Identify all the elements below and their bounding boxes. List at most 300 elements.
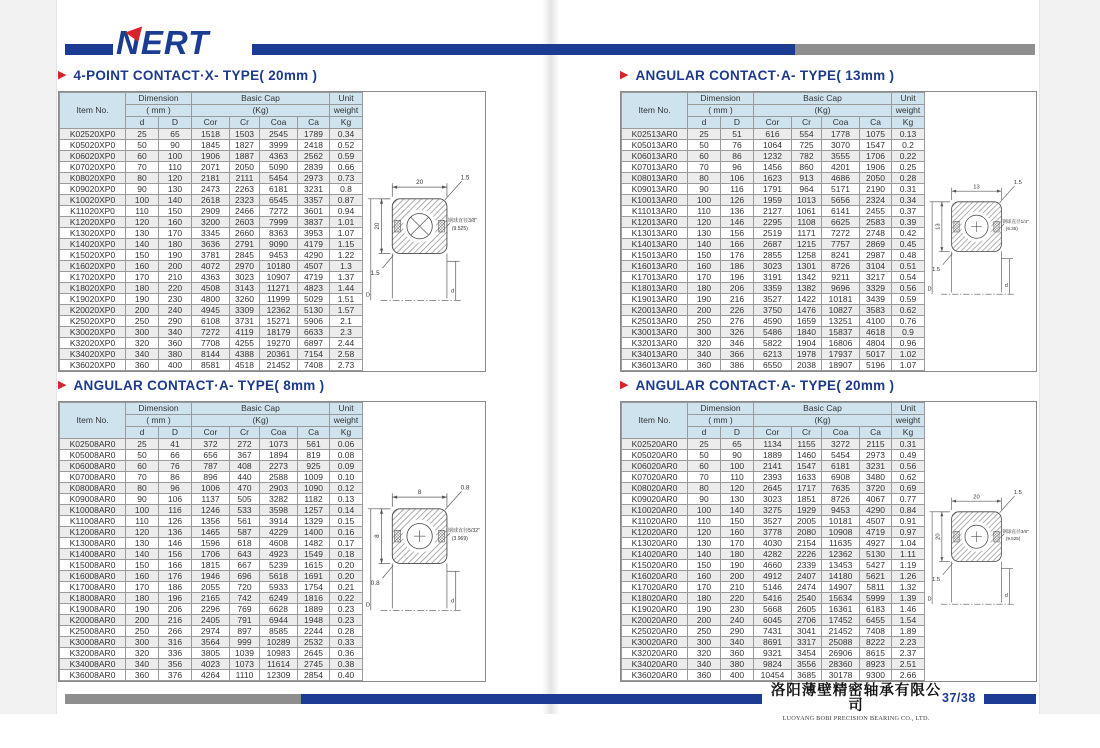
value-cell: 2855 [754, 250, 792, 261]
col-header-cor: Cor [754, 117, 792, 129]
table-row [622, 327, 925, 338]
value-cell: 0.17 [330, 538, 363, 549]
value-cell: 1342 [792, 272, 822, 283]
table-row [60, 316, 363, 327]
value-cell: 643 [230, 549, 260, 560]
value-cell: 2854 [298, 670, 330, 681]
value-cell: 200 [126, 615, 159, 626]
value-cell: 5090 [260, 162, 298, 173]
value-cell: 1691 [298, 571, 330, 582]
value-cell: 300 [688, 327, 721, 338]
ball-diameter-note-mm: (3.969) [451, 536, 468, 543]
value-cell: 21452 [260, 360, 298, 371]
diagram-chamfer-bottom-label: 1.5 [370, 269, 380, 277]
value-cell: 20361 [260, 349, 298, 360]
table-row [60, 637, 363, 648]
value-cell: 1.44 [330, 283, 363, 294]
value-cell: 200 [721, 571, 754, 582]
value-cell: 0.18 [330, 549, 363, 560]
value-cell: 3260 [230, 294, 260, 305]
value-cell: 116 [721, 184, 754, 195]
col-header-coa: Coa [260, 117, 298, 129]
item-no-cell: K11008AR0 [60, 516, 126, 527]
outer-diameter-label: D [927, 286, 932, 293]
value-cell: 17452 [822, 615, 860, 626]
section-slot-top-right [620, 64, 1037, 372]
value-cell: 618 [230, 538, 260, 549]
bearing-cross-section-diagram [363, 132, 485, 332]
value-cell: 2263 [230, 184, 260, 195]
value-cell: 2244 [298, 626, 330, 637]
table-row [60, 549, 363, 560]
value-cell: 1.32 [892, 582, 925, 593]
item-no-cell: K07020XP0 [60, 162, 126, 173]
section-title [620, 374, 1037, 396]
value-cell: 1929 [792, 505, 822, 516]
bearing-spec-table [59, 402, 363, 681]
col-header-weight: weight [892, 105, 925, 117]
value-cell: 146 [159, 538, 192, 549]
value-cell: 186 [721, 261, 754, 272]
value-cell: 5999 [860, 593, 892, 604]
item-no-cell: K13020AR0 [622, 538, 688, 549]
value-cell: 0.38 [330, 659, 363, 670]
table-row [622, 217, 925, 228]
bore-diameter-label: d [450, 288, 455, 295]
value-cell: 0.56 [892, 461, 925, 472]
table-row [60, 670, 363, 681]
col-header-d: d [126, 427, 159, 439]
value-cell: 90 [688, 184, 721, 195]
value-cell: 210 [721, 582, 754, 593]
item-no-cell: K06020XP0 [60, 151, 126, 162]
value-cell: 0.36 [330, 648, 363, 659]
value-cell: 4282 [754, 549, 792, 560]
table-header [622, 403, 925, 439]
value-cell: 3556 [792, 659, 822, 670]
value-cell: 320 [126, 338, 159, 349]
value-cell: 6908 [822, 472, 860, 483]
value-cell: 720 [230, 582, 260, 593]
value-cell: 196 [721, 272, 754, 283]
diagram-width-label: 13 [973, 184, 980, 191]
item-no-cell: K17020AR0 [622, 582, 688, 593]
table-row [622, 604, 925, 615]
value-cell: 166 [159, 560, 192, 571]
col-header-cor: Cor [754, 427, 792, 439]
value-cell: 4508 [192, 283, 230, 294]
col-header-kg-unit: (Kg) [192, 415, 330, 427]
col-header-D: D [721, 117, 754, 129]
value-cell: 90 [126, 494, 159, 505]
value-cell: 4264 [192, 670, 230, 681]
value-cell: 3200 [192, 217, 230, 228]
item-no-cell: K08013AR0 [622, 173, 688, 184]
value-cell: 3583 [860, 305, 892, 316]
table-row [60, 659, 363, 670]
value-cell: 8585 [260, 626, 298, 637]
value-cell: 5130 [298, 305, 330, 316]
value-cell: 8581 [192, 360, 230, 371]
item-no-cell: K36013AR0 [622, 360, 688, 371]
value-cell: 1110 [230, 670, 260, 681]
value-cell: 4119 [230, 327, 260, 338]
value-cell: 340 [126, 349, 159, 360]
table-row [60, 604, 363, 615]
value-cell: 8615 [860, 648, 892, 659]
col-header-kg: Kg [330, 117, 363, 129]
value-cell: 8923 [860, 659, 892, 670]
bearing-spec-table [621, 92, 925, 371]
value-cell: 0.62 [892, 472, 925, 483]
value-cell: 60 [688, 461, 721, 472]
value-cell: 13251 [822, 316, 860, 327]
section-box [620, 91, 1037, 372]
table-row [622, 250, 925, 261]
value-cell: 1215 [792, 239, 822, 250]
value-cell: 0.12 [330, 483, 363, 494]
value-cell: 7999 [260, 217, 298, 228]
value-cell: 0.22 [892, 151, 925, 162]
value-cell: 3750 [754, 305, 792, 316]
value-cell: 65 [159, 129, 192, 140]
item-no-cell: K32020AR0 [622, 648, 688, 659]
value-cell: 250 [688, 316, 721, 327]
value-cell: 5618 [260, 571, 298, 582]
item-no-cell: K06008AR0 [60, 461, 126, 472]
value-cell: 2869 [860, 239, 892, 250]
ball-diameter-note-cn: 钢球直径3/8" [1002, 529, 1029, 535]
table-row [60, 140, 363, 151]
value-cell: 1134 [754, 439, 792, 450]
table-row [622, 338, 925, 349]
value-cell: 2295 [754, 217, 792, 228]
value-cell: 2.44 [330, 338, 363, 349]
value-cell: 170 [721, 538, 754, 549]
value-cell: 0.13 [892, 129, 925, 140]
value-cell: 0.91 [892, 516, 925, 527]
section-title [58, 64, 486, 86]
col-header-coa: Coa [822, 427, 860, 439]
value-cell: 0.08 [330, 450, 363, 461]
value-cell: 5239 [260, 560, 298, 571]
value-cell: 554 [792, 129, 822, 140]
value-cell: 130 [688, 228, 721, 239]
table-row [622, 516, 925, 527]
col-header-ca: Ca [298, 427, 330, 439]
value-cell: 1887 [230, 151, 260, 162]
value-cell: 90 [159, 140, 192, 151]
value-cell: 372 [192, 439, 230, 450]
table-row [60, 195, 363, 206]
value-cell: 1894 [260, 450, 298, 461]
retainer-left [954, 221, 959, 232]
value-cell: 160 [688, 261, 721, 272]
value-cell: 25 [126, 439, 159, 450]
value-cell: 160 [688, 571, 721, 582]
col-header-kg-unit: (Kg) [192, 105, 330, 117]
item-no-cell: K02513AR0 [622, 129, 688, 140]
value-cell: 130 [721, 494, 754, 505]
value-cell: 1959 [754, 195, 792, 206]
table-row [60, 527, 363, 538]
value-cell: 0.34 [892, 195, 925, 206]
value-cell: 1717 [792, 483, 822, 494]
item-no-cell: K13013AR0 [622, 228, 688, 239]
item-no-cell: K16020AR0 [622, 571, 688, 582]
value-cell: 2660 [230, 228, 260, 239]
value-cell: 340 [721, 637, 754, 648]
table-row [60, 129, 363, 140]
table-row [622, 140, 925, 151]
table-row [622, 538, 925, 549]
value-cell: 200 [126, 305, 159, 316]
col-header-mm: ( mm ) [688, 415, 754, 427]
table-row [60, 461, 363, 472]
value-cell: 2588 [260, 472, 298, 483]
value-cell: 2973 [860, 450, 892, 461]
table-row [60, 250, 363, 261]
value-cell: 2474 [792, 582, 822, 593]
value-cell: 0.59 [892, 294, 925, 305]
value-cell: 2296 [192, 604, 230, 615]
item-no-cell: K30020XP0 [60, 327, 126, 338]
table-header [60, 93, 363, 129]
diagram-chamfer-top-label: 1.5 [1013, 490, 1022, 497]
value-cell: 1465 [192, 527, 230, 538]
header-blue-dash [65, 44, 113, 55]
value-cell: 0.40 [330, 670, 363, 681]
col-header-basic-cap: Basic Cap [754, 93, 892, 105]
value-cell: 2050 [860, 173, 892, 184]
value-cell: 180 [126, 593, 159, 604]
item-no-cell: K14020AR0 [622, 549, 688, 560]
catalog-section [620, 374, 1037, 682]
value-cell: 290 [721, 626, 754, 637]
value-cell: 356 [159, 659, 192, 670]
value-cell: 1.07 [892, 360, 925, 371]
catalog-section [58, 374, 486, 682]
table-row [60, 217, 363, 228]
value-cell: 2745 [298, 659, 330, 670]
value-cell: 86 [159, 472, 192, 483]
value-cell: 7408 [298, 360, 330, 371]
value-cell: 250 [126, 316, 159, 327]
table-row [60, 593, 363, 604]
value-cell: 0.20 [330, 560, 363, 571]
col-header-cor: Cor [192, 117, 230, 129]
item-no-cell: K11020XP0 [60, 206, 126, 217]
value-cell: 130 [159, 184, 192, 195]
item-no-cell: K09020AR0 [622, 494, 688, 505]
value-cell: 3837 [298, 217, 330, 228]
value-cell: 2050 [230, 162, 260, 173]
value-cell: 386 [721, 360, 754, 371]
value-cell: 1013 [792, 195, 822, 206]
value-cell: 6183 [860, 604, 892, 615]
value-cell: 100 [688, 195, 721, 206]
value-cell: 1503 [230, 129, 260, 140]
center-fold-shadow [542, 0, 560, 714]
diagram-height-label: 8 [374, 534, 382, 538]
value-cell: 126 [721, 195, 754, 206]
value-cell: 1.02 [892, 349, 925, 360]
value-cell: 2418 [298, 140, 330, 151]
table-row [60, 239, 363, 250]
value-cell: 14907 [822, 582, 860, 593]
diagram-area [363, 92, 485, 371]
value-cell: 300 [688, 637, 721, 648]
value-cell: 70 [126, 162, 159, 173]
value-cell: 176 [159, 571, 192, 582]
value-cell: 1.57 [330, 305, 363, 316]
value-cell: 2583 [860, 217, 892, 228]
value-cell: 5171 [822, 184, 860, 195]
value-cell: 0.31 [892, 439, 925, 450]
value-cell: 1596 [192, 538, 230, 549]
value-cell: 400 [159, 360, 192, 371]
diagram-area [925, 92, 1036, 371]
table-row [622, 162, 925, 173]
value-cell: 787 [192, 461, 230, 472]
diagram-chamfer-bottom-label: 1.5 [932, 577, 941, 584]
value-cell: 4660 [754, 560, 792, 571]
value-cell: 7757 [822, 239, 860, 250]
value-cell: 3720 [860, 483, 892, 494]
value-cell: 1827 [230, 140, 260, 151]
header-gray-bar [795, 44, 1035, 55]
value-cell: 2141 [754, 461, 792, 472]
table-row [622, 593, 925, 604]
section-slot-top-left [58, 64, 486, 372]
value-cell: 3601 [298, 206, 330, 217]
value-cell: 150 [688, 560, 721, 571]
catalog-section [620, 64, 1037, 372]
item-no-cell: K32020XP0 [60, 338, 126, 349]
retainer-left [954, 531, 959, 542]
value-cell: 0.56 [892, 283, 925, 294]
col-header-coa: Coa [260, 427, 298, 439]
value-cell: 240 [721, 615, 754, 626]
item-no-cell: K12020AR0 [622, 527, 688, 538]
item-no-cell: K11020AR0 [622, 516, 688, 527]
item-no-cell: K18020AR0 [622, 593, 688, 604]
item-no-cell: K15013AR0 [622, 250, 688, 261]
item-no-cell: K14013AR0 [622, 239, 688, 250]
value-cell: 0.10 [330, 472, 363, 483]
table-row [60, 173, 363, 184]
value-cell: 7272 [192, 327, 230, 338]
value-cell: 266 [159, 626, 192, 637]
value-cell: 2.1 [330, 316, 363, 327]
value-cell: 2974 [192, 626, 230, 637]
value-cell: 1258 [792, 250, 822, 261]
col-header-basic-cap: Basic Cap [192, 93, 330, 105]
value-cell: 1382 [792, 283, 822, 294]
diagram-height-label: 20 [935, 533, 942, 540]
retainer-right [439, 220, 445, 232]
value-cell: 964 [792, 184, 822, 195]
value-cell: 230 [721, 604, 754, 615]
footer-blue-bar [301, 694, 762, 704]
value-cell: 4608 [260, 538, 298, 549]
value-cell: 0.87 [330, 195, 363, 206]
value-cell: 210 [159, 272, 192, 283]
value-cell: 1400 [298, 527, 330, 538]
item-no-cell: K06013AR0 [622, 151, 688, 162]
item-no-cell: K06020AR0 [622, 461, 688, 472]
value-cell: 3143 [230, 283, 260, 294]
table-row [622, 239, 925, 250]
company-name-en: LUOYANG BOBI PRECISION BEARING CO., LTD. [782, 715, 930, 722]
value-cell: 180 [688, 593, 721, 604]
table-row [60, 450, 363, 461]
value-cell: 2545 [260, 129, 298, 140]
value-cell: 897 [230, 626, 260, 637]
logo-text: NERT [116, 24, 210, 61]
value-cell: 2038 [792, 360, 822, 371]
item-no-cell: K20013AR0 [622, 305, 688, 316]
table-body [622, 439, 925, 681]
value-cell: 2519 [754, 228, 792, 239]
value-cell: 3104 [860, 261, 892, 272]
item-no-cell: K19013AR0 [622, 294, 688, 305]
item-no-cell: K36020AR0 [622, 670, 688, 681]
value-cell: 0.76 [892, 316, 925, 327]
footer-blue-bar-right [984, 694, 1036, 704]
value-cell: 3023 [230, 272, 260, 283]
col-header-kg: Kg [892, 427, 925, 439]
value-cell: 4023 [192, 659, 230, 670]
value-cell: 10181 [822, 516, 860, 527]
diagram-chamfer-top-label: 1.5 [1013, 180, 1022, 187]
table-row [622, 360, 925, 371]
value-cell: 1.04 [892, 538, 925, 549]
value-cell: 725 [792, 140, 822, 151]
diagram-width-label: 20 [973, 494, 980, 501]
value-cell: 120 [126, 527, 159, 538]
value-cell: 170 [688, 582, 721, 593]
value-cell: 116 [159, 505, 192, 516]
value-cell: 1155 [792, 439, 822, 450]
item-no-cell: K05020AR0 [622, 450, 688, 461]
value-cell: 1182 [298, 494, 330, 505]
value-cell: 21452 [822, 626, 860, 637]
value-cell: 3781 [192, 250, 230, 261]
item-no-cell: K02520XP0 [60, 129, 126, 140]
value-cell: 2791 [230, 239, 260, 250]
col-header-item-no: Item No. [622, 403, 688, 439]
value-cell: 6181 [260, 184, 298, 195]
value-cell: 360 [688, 670, 721, 681]
value-cell: 126 [159, 516, 192, 527]
col-header-unit: Unit [892, 93, 925, 105]
item-no-cell: K15020XP0 [60, 250, 126, 261]
value-cell: 1518 [192, 129, 230, 140]
value-cell: 1706 [860, 151, 892, 162]
value-cell: 196 [159, 593, 192, 604]
value-cell: 6897 [298, 338, 330, 349]
value-cell: 1889 [298, 604, 330, 615]
value-cell: 11271 [260, 283, 298, 294]
value-cell: 190 [159, 250, 192, 261]
value-cell: 1.37 [330, 272, 363, 283]
value-cell: 0.97 [892, 527, 925, 538]
item-no-cell: K15008AR0 [60, 560, 126, 571]
value-cell: 505 [230, 494, 260, 505]
value-cell: 1948 [298, 615, 330, 626]
value-cell: 2970 [230, 261, 260, 272]
